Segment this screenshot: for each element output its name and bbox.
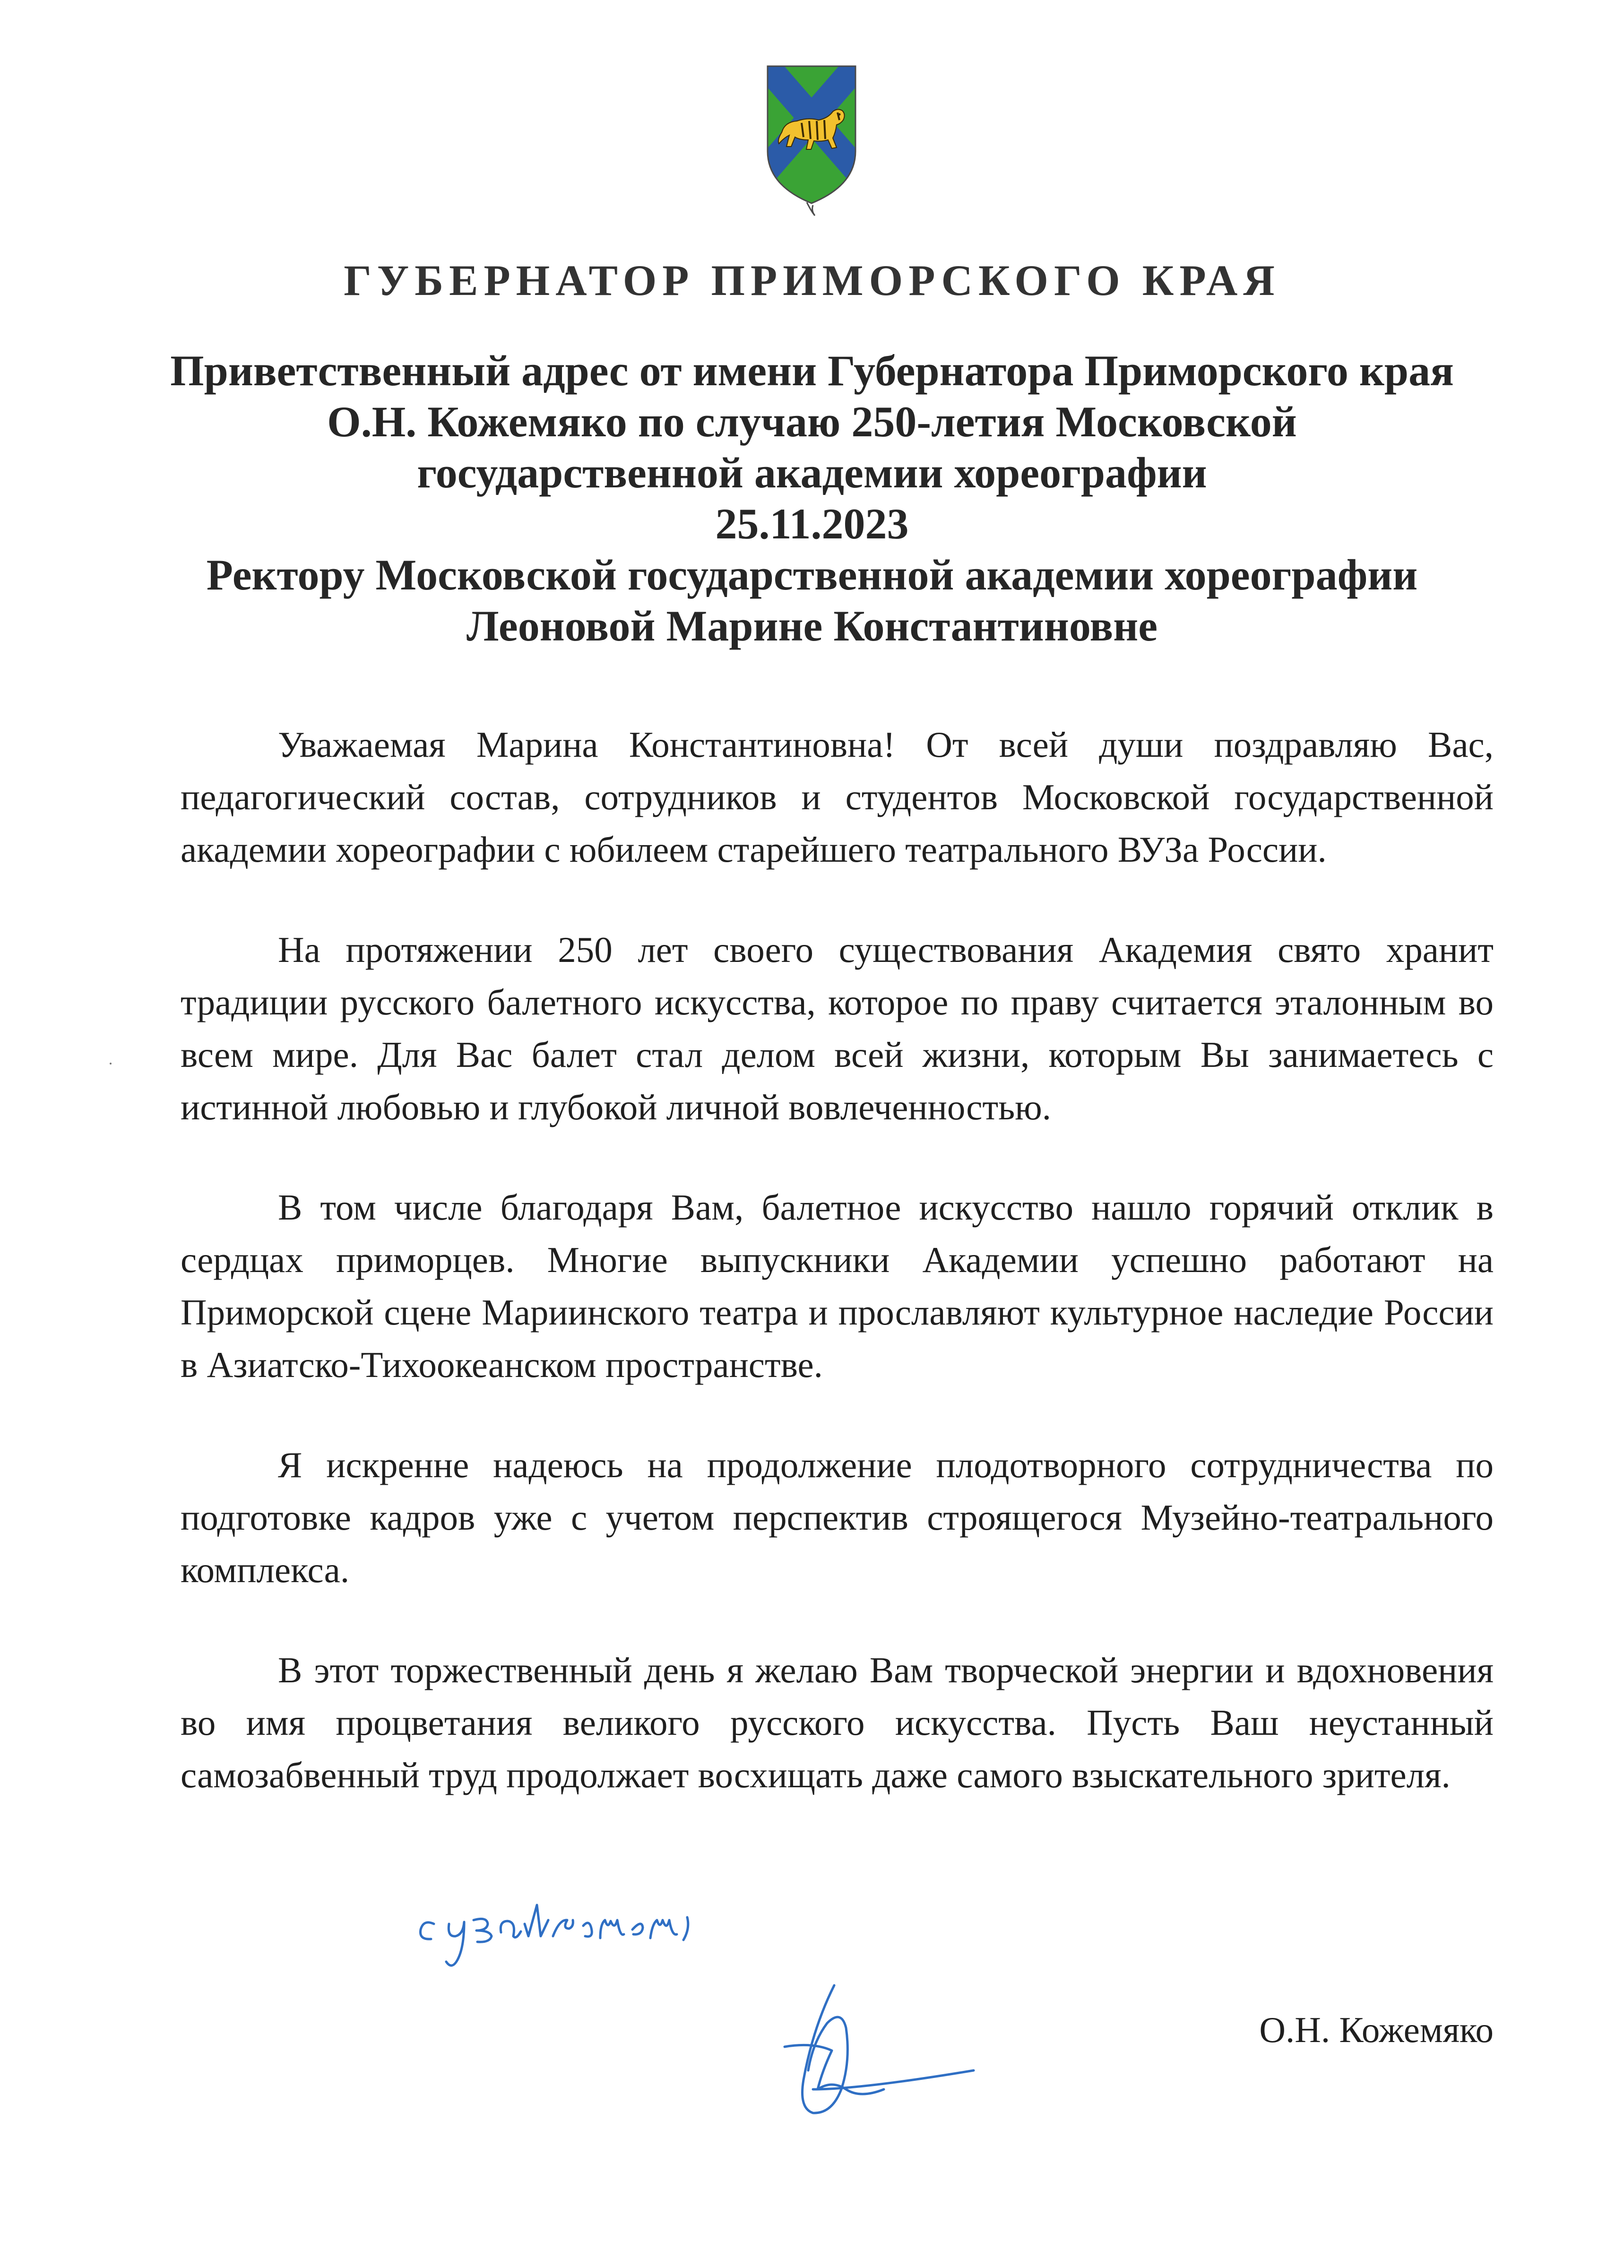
- body-paragraph: В том числе благодаря Вам, балетное искусство нашло горячий отклик в сердцах приморцев. Многие выпускники Академии успешно работают на Приморской сцене Мариинского театра и прославляют культурное наследие России в Азиатско-Тихоокеанском пространстве.: [181, 1187, 1494, 1385]
- letter-body: [181, 718, 1494, 1801]
- subject-line: О.Н. Кожемяко по случаю 250-летия Московской: [327, 398, 1297, 446]
- governor-heading: ГУБЕРНАТОР ПРИМОРСКОГО КРАЯ: [344, 256, 1280, 304]
- document-date: 25.11.2023: [715, 500, 909, 548]
- body-paragraph: В этот торжественный день я желаю Вам творческой энергии и вдохновения во имя процветания великого русского искусства. Пусть Ваш неустанный самозабвенный труд продолжает восхищать даже самого взыскательного зрителя.: [181, 1650, 1494, 1795]
- addressee-line: Ректору Московской государственной академии хореографии: [206, 551, 1418, 599]
- handwritten-signature: [406, 1891, 997, 2174]
- scan-speck: [110, 1063, 112, 1065]
- subject-line: Приветственный адрес от имени Губернатора Приморского края: [170, 346, 1454, 395]
- coat-of-arms-icon: [762, 61, 861, 217]
- addressee-line: Леоновой Марине Константиновне: [466, 602, 1158, 650]
- signer-name: О.Н. Кожемяко: [1259, 2009, 1494, 2050]
- body-paragraph: На протяжении 250 лет своего существования Академия свято хранит традиции русского балетного искусства, которое по праву считается эталонным во всем мире. Для Вас балет стал делом всей жизни, которым Вы занимаетесь с истинной любовью и глубокой личной вовлеченностью.: [181, 929, 1494, 1127]
- subject-line: государственной академии хореографии: [417, 449, 1207, 497]
- document-title-block: [142, 345, 1482, 651]
- cursive-closing-phrase: [420, 1905, 688, 1965]
- body-paragraph: Уважаемая Марина Константиновна! От всей души поздравляю Вас, педагогический состав, сотрудников и студентов Московской государственной академии хореографии с юбилеем старейшего театрального ВУЗа России.: [181, 724, 1494, 870]
- body-paragraph: Я искренне надеюсь на продолжение плодотворного сотрудничества по подготовке кадров уже с учетом перспектив строящегося Музейно-театрального комплекса.: [181, 1445, 1494, 1590]
- shield-base-curl: [807, 202, 815, 216]
- signature-scrawl: [785, 1985, 974, 2113]
